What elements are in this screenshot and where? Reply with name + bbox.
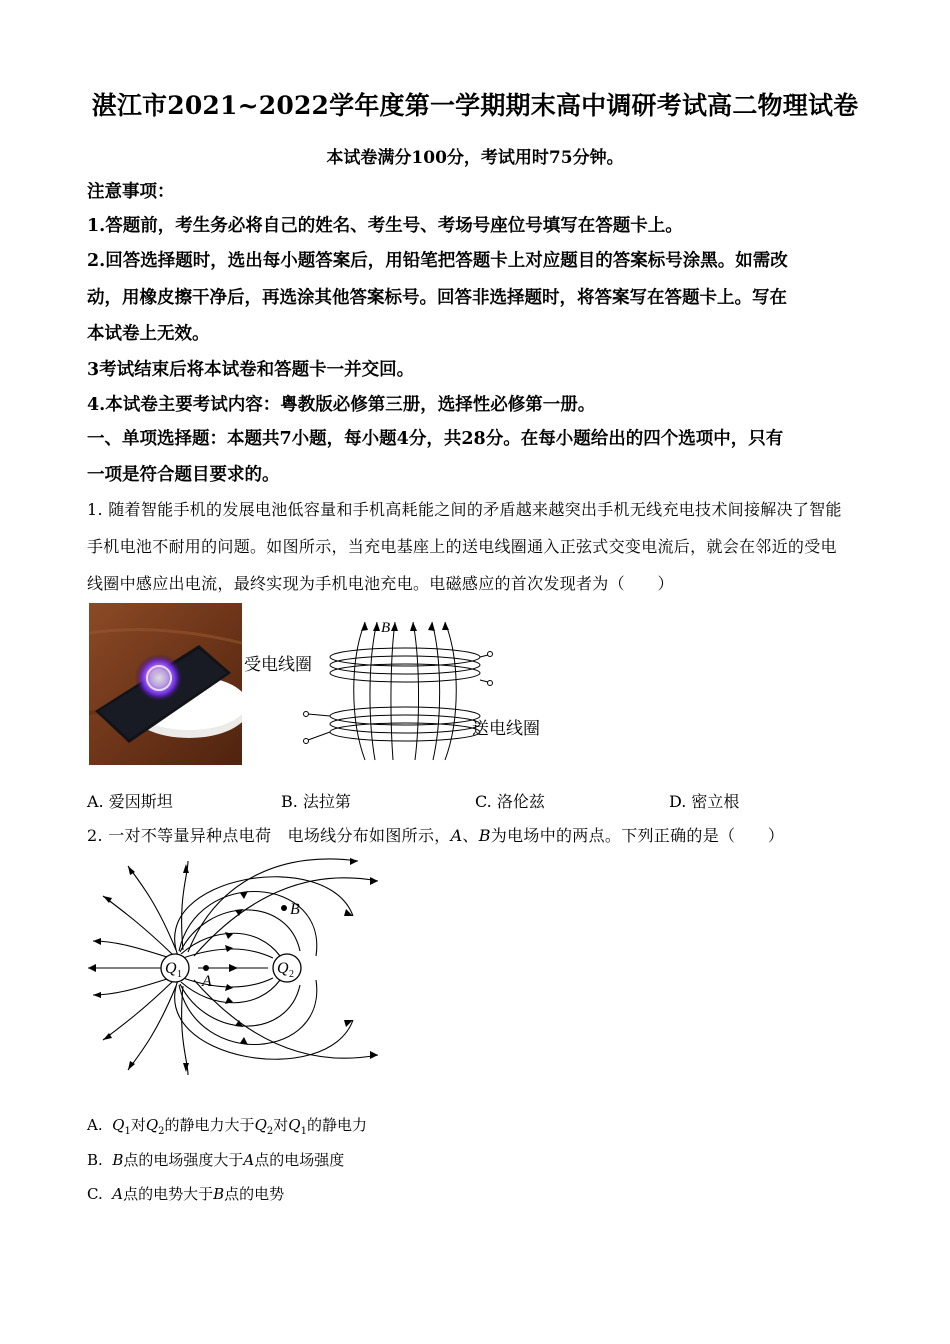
note-2-line-2: 动，用橡皮擦干净后，再选涂其他答案标号。回答非选择题时，将答案写在答题卡上。写在: [87, 288, 787, 308]
note-2-line-1: 2.回答选择题时，选出每小题答案后，用铅笔把答题卡上对应题目的答案标号涂黑。如需改: [87, 251, 788, 271]
q1-option-d: D. 密立根: [669, 792, 740, 811]
charge-q1-subscript: 1: [177, 969, 182, 980]
q2-stem: 2. 一对不等量异种点电荷 电场线分布如图所示，A、B为电场中的两点。下列正确的是（ ）: [87, 826, 785, 845]
q1-option-a: A. 爱因斯坦: [87, 792, 173, 811]
note-1: 1.答题前，考生务必将自己的姓名、考生号、考场号座位号填写在答题卡上。: [87, 216, 683, 236]
point-b-label: B: [290, 901, 300, 918]
q2-option-c: C. A点的电势大于B点的电势: [87, 1185, 285, 1203]
sending-coil-label: 送电线圈: [472, 719, 540, 738]
q1-option-c: C. 洛伦兹: [475, 792, 545, 811]
exam-subtitle: 本试卷满分100分，考试用时75分钟。: [326, 148, 624, 168]
q1-stem-line-2: 手机电池不耐用的问题。如图所示，当充电基座上的送电线圈通入正弦式交变电流后，就会在邻近的受电: [87, 537, 837, 556]
electric-field-diagram: [88, 856, 393, 1078]
coil-b-label: B: [381, 620, 391, 636]
q1-stem-line-3: 线圈中感应出电流，最终实现为手机电池充电。电磁感应的首次发现者为（ ）: [87, 574, 674, 593]
wireless-charger-photo: [89, 603, 242, 765]
notes-heading: 注意事项：: [87, 182, 175, 202]
charge-q2-subscript: 2: [289, 969, 294, 980]
note-2-line-3: 本试卷上无效。: [87, 324, 210, 344]
exam-title: 湛江市2021~2022学年度第一学期期末高中调研考试高二物理试卷: [91, 91, 859, 120]
note-3: 3考试结束后将本试卷和答题卡一并交回。: [87, 360, 415, 380]
q2-option-b: B. B点的电场强度大于A点的电场强度: [87, 1151, 345, 1169]
note-4: 4.本试卷主要考试内容：粤教版必修第三册，选择性必修第一册。: [87, 395, 596, 415]
section-1-line-2: 一项是符合题目要求的。: [87, 465, 280, 485]
charge-q2-label: Q: [277, 960, 289, 977]
charge-q1-label: Q: [165, 960, 177, 977]
q2-option-a: A. $Q_1$对$Q_2$的静电力大于$Q_2$对$Q_1$的静电力: [87, 1116, 367, 1137]
coil-diagram: [240, 610, 560, 765]
q1-stem-line-1: 1. 随着智能手机的发展电池低容量和手机高耗能之间的矛盾越来越突出手机无线充电技术间接解决了智能: [87, 500, 842, 519]
receiving-coil-label: 受电线圈: [244, 655, 312, 674]
section-1-line-1: 一、单项选择题：本题共7小题，每小题4分，共28分。在每小题给出的四个选项中，只有: [87, 429, 784, 449]
q1-option-b: B. 法拉第: [281, 792, 351, 811]
point-a-label: A: [202, 973, 212, 990]
